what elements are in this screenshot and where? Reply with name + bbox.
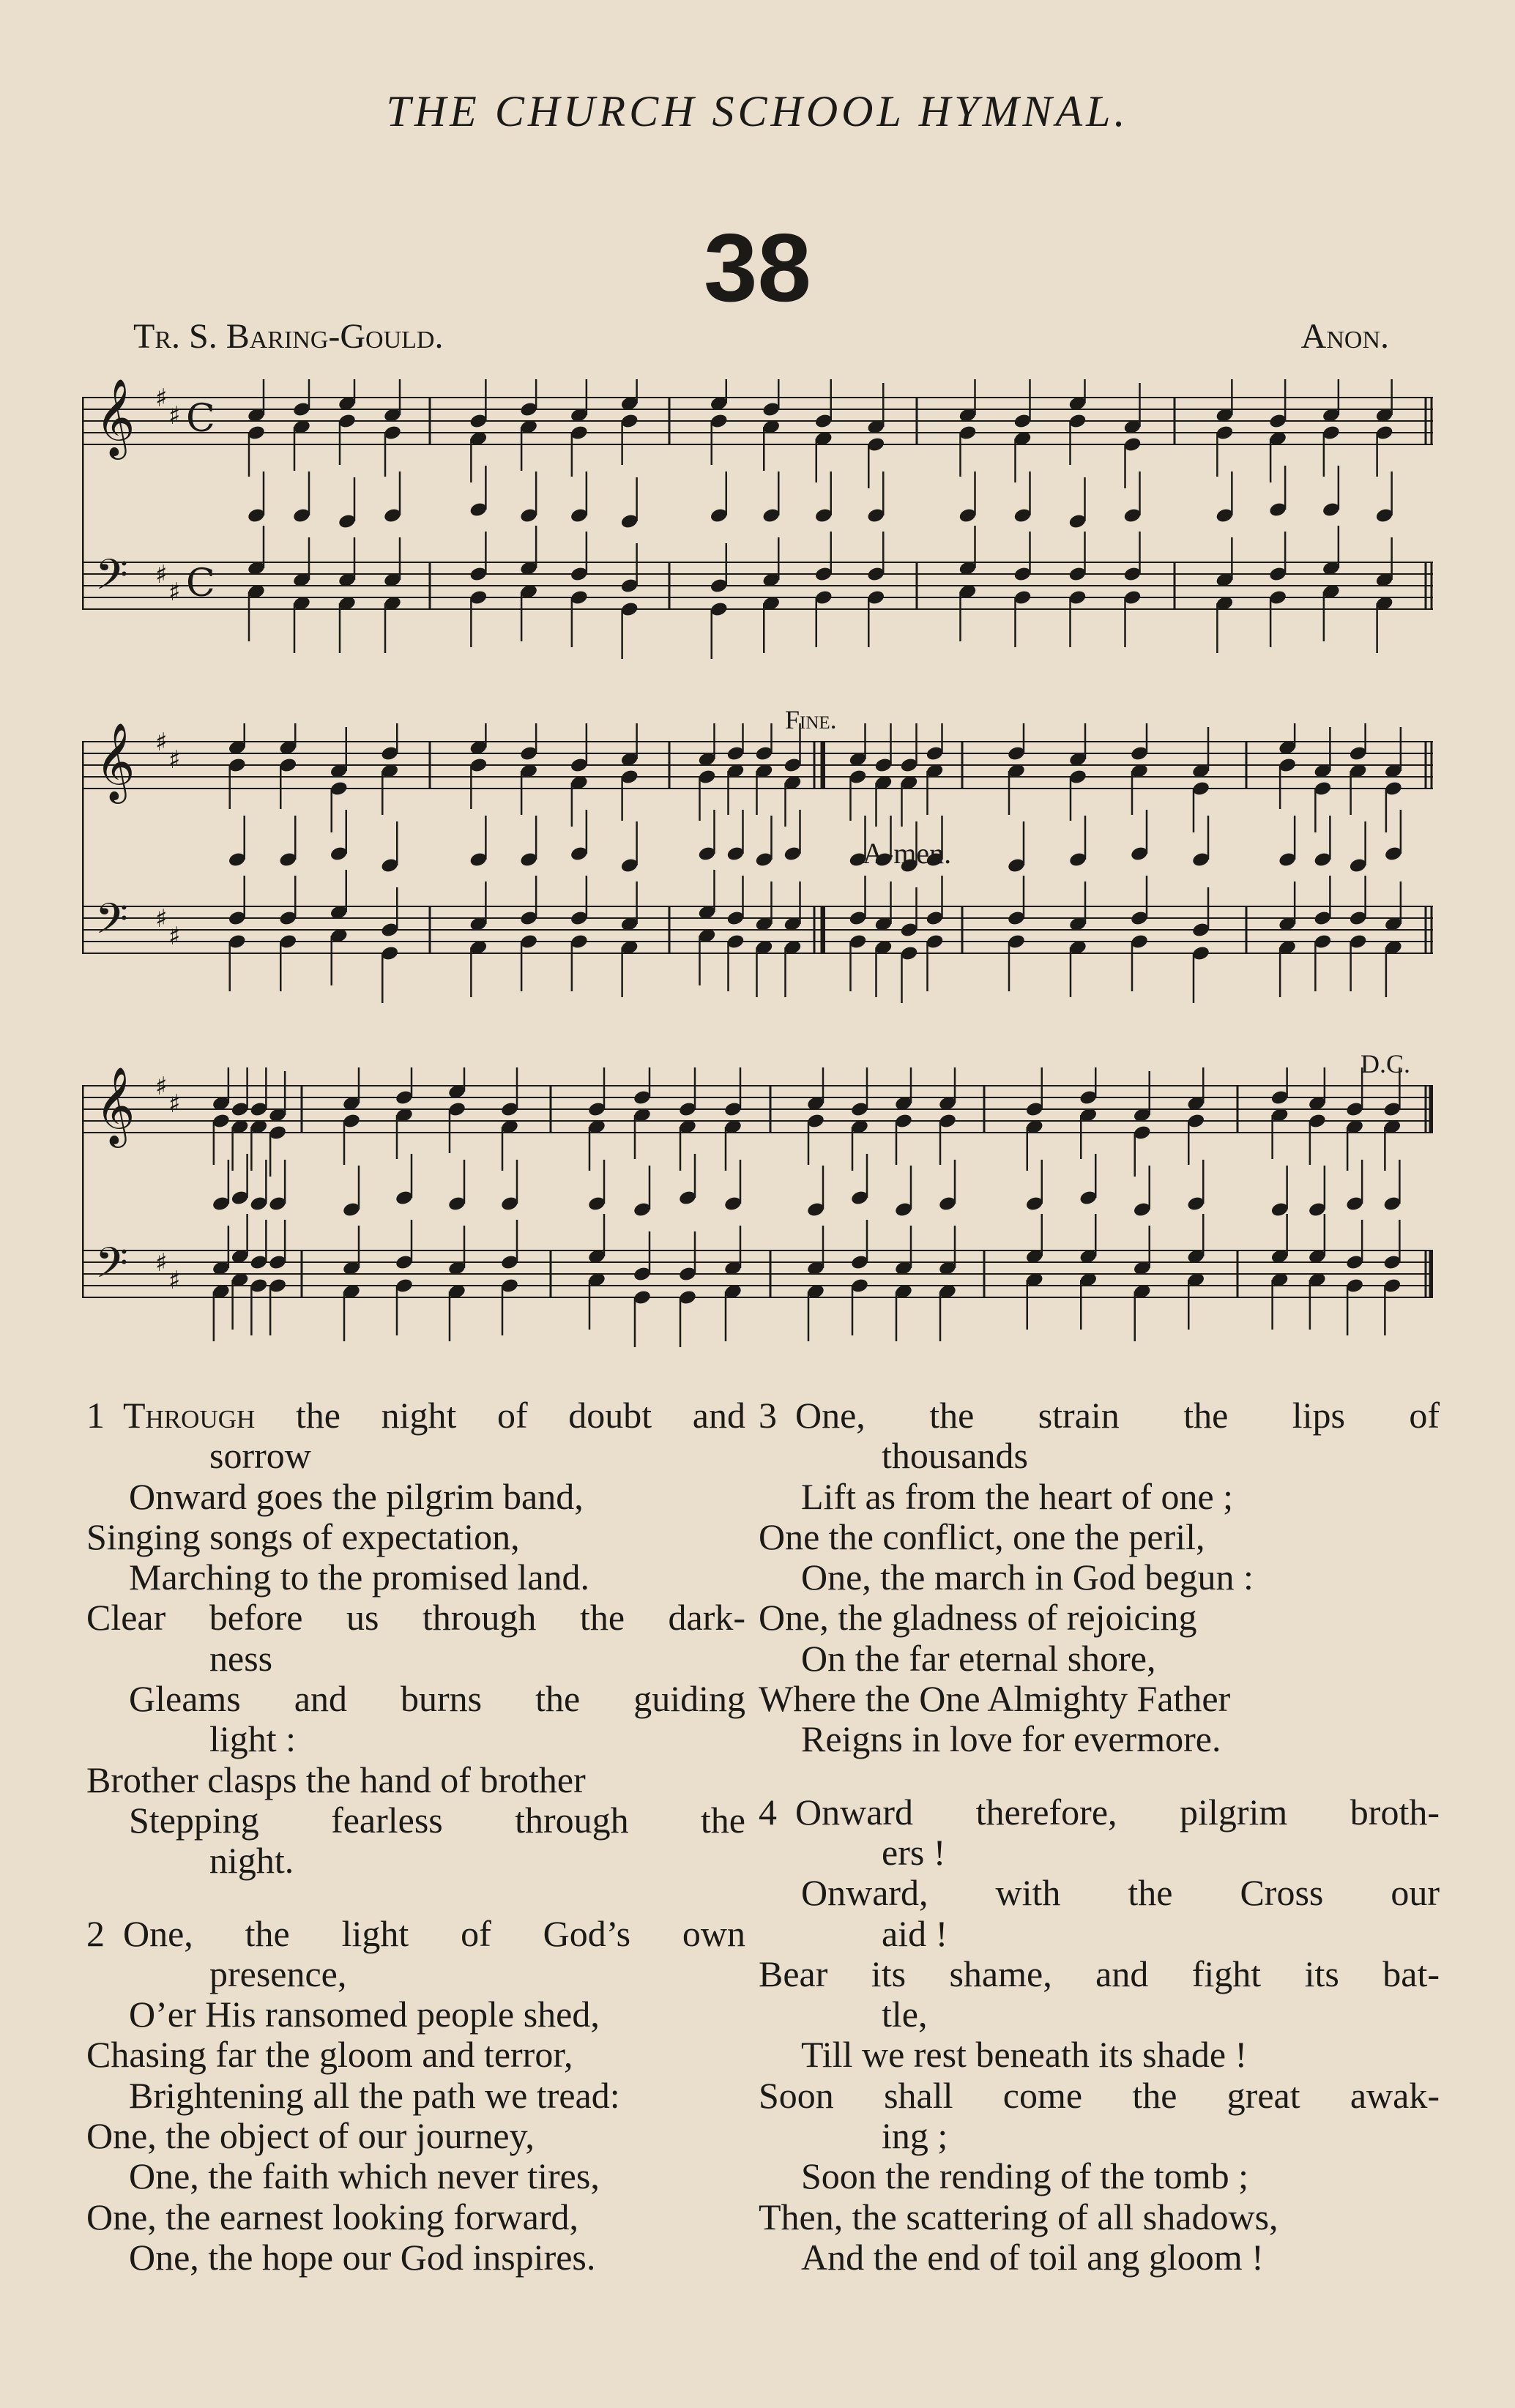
verse-line: Brightening all the path we tread: xyxy=(129,2074,620,2116)
music-system-2 xyxy=(82,723,1433,1016)
svg-text:♯: ♯ xyxy=(168,1089,181,1119)
verse-line: ness xyxy=(209,1637,273,1679)
verse-line: And the end of toil ang gloom ! xyxy=(801,2236,1264,2278)
verse-lead-word: Through xyxy=(123,1395,256,1436)
verse-line: Lift as from the heart of one ; xyxy=(801,1475,1234,1517)
svg-text:♯: ♯ xyxy=(168,578,181,607)
amen-label: A-men. xyxy=(863,837,952,870)
verse-line: light : xyxy=(209,1718,297,1760)
verse-line: Singing songs of expectation, xyxy=(86,1516,520,1557)
verse-line: Onward goes the pilgrim band, xyxy=(129,1475,584,1517)
score-drawing xyxy=(82,379,1433,659)
verse-line: One, the earnest looking forward, xyxy=(86,2196,578,2237)
fine-mark: Fine. xyxy=(785,705,837,734)
verse-line: Reigns in love for evermore. xyxy=(801,1718,1221,1760)
svg-text:𝄢: 𝄢 xyxy=(95,1238,129,1298)
score-system-1 xyxy=(82,379,1433,672)
verse-1 xyxy=(86,1395,745,1882)
verses-left-column xyxy=(86,1395,745,2278)
verse-line: Gleams and burns the guiding xyxy=(129,1678,745,1720)
svg-text:𝄞: 𝄞 xyxy=(95,379,135,456)
verse-line: night. xyxy=(209,1840,294,1882)
verse-number: 1 xyxy=(86,1395,105,1436)
svg-text:♯: ♯ xyxy=(168,401,181,430)
verse-line-text: Onward therefore, pilgrim broth- xyxy=(795,1791,1440,1833)
music-credit: Anon. xyxy=(1300,317,1389,356)
hymn-number: 38 xyxy=(704,214,811,321)
verse-2 xyxy=(86,1914,745,2278)
verse-line xyxy=(86,1395,745,1436)
verse-gap xyxy=(759,1760,1440,1792)
svg-text:C: C xyxy=(186,397,215,441)
verse-line: thousands xyxy=(882,1435,1028,1477)
svg-text:♯: ♯ xyxy=(155,1248,168,1278)
verse-line: Then, the scattering of all shadows, xyxy=(759,2196,1278,2237)
verse-line xyxy=(86,1914,745,1954)
svg-text:♯: ♯ xyxy=(155,904,168,933)
words-credit: Tr. S. Baring-Gould. xyxy=(133,317,444,356)
verse-number: 4 xyxy=(759,1791,777,1833)
verse-line: Marching to the promised land. xyxy=(129,1557,590,1598)
verse-line: Onward, with the Cross our xyxy=(801,1872,1440,1914)
verse-gap xyxy=(86,1882,745,1914)
svg-text:♯: ♯ xyxy=(168,922,181,951)
svg-text:♯: ♯ xyxy=(168,1266,181,1295)
verse-line: tle, xyxy=(882,1994,928,2035)
verse-line: Stepping fearless through the xyxy=(129,1799,745,1841)
verse-line: aid ! xyxy=(882,1912,948,1954)
score-system-3 xyxy=(82,1067,1433,1360)
svg-text:𝄢: 𝄢 xyxy=(95,550,129,610)
verse-number: 3 xyxy=(759,1395,777,1436)
verse-line xyxy=(759,1792,1440,1833)
svg-text:♯: ♯ xyxy=(155,560,168,589)
score-system-2 xyxy=(82,723,1433,1016)
verse-line: O’er His ransomed people shed, xyxy=(129,1994,600,2035)
verse-line: One, the faith which never tires, xyxy=(129,2155,600,2197)
music-system-1 xyxy=(82,379,1433,672)
dc-mark: D.C. xyxy=(1360,1049,1411,1078)
svg-text:𝄢: 𝄢 xyxy=(95,894,129,954)
svg-text:𝄞: 𝄞 xyxy=(95,1067,135,1144)
verses-right-column xyxy=(759,1395,1440,2278)
verse-line: One, the hope our God inspires. xyxy=(129,2236,596,2278)
verse-line: Bear its shame, and fight its bat- xyxy=(759,1953,1440,1994)
svg-text:♯: ♯ xyxy=(168,745,181,775)
verse-3 xyxy=(759,1395,1440,1760)
verse-line: One, the object of our journey, xyxy=(86,2115,535,2157)
verse-4 xyxy=(759,1792,1440,2278)
svg-text:C: C xyxy=(186,562,215,605)
verse-line: On the far eternal shore, xyxy=(801,1637,1156,1679)
verse-line: Soon the rending of the tomb ; xyxy=(801,2155,1249,2197)
verse-line: presence, xyxy=(209,1953,347,1994)
verse-line: One, the march in God begun : xyxy=(801,1557,1254,1598)
svg-text:♯: ♯ xyxy=(155,384,168,413)
verse-line: ing ; xyxy=(882,2115,948,2157)
svg-text:♯: ♯ xyxy=(155,728,168,757)
verse-line: One, the gladness of rejoicing xyxy=(759,1597,1197,1639)
running-head: THE CHURCH SCHOOL HYMNAL. xyxy=(386,87,1129,135)
verse-line: Where the One Almighty Father xyxy=(759,1678,1231,1720)
svg-text:𝄞: 𝄞 xyxy=(95,723,135,800)
verse-line: Brother clasps the hand of brother xyxy=(86,1759,586,1800)
verse-line-text: One, the strain the lips of xyxy=(795,1395,1440,1436)
music-system-3 xyxy=(82,1067,1433,1360)
verse-line: Clear before us through the dark- xyxy=(86,1597,745,1639)
verse-line: Soon shall come the great awak- xyxy=(759,2074,1440,2116)
verse-line: ers ! xyxy=(882,1831,946,1873)
score-drawing xyxy=(82,723,1433,1003)
verse-line-text: One, the light of God’s own xyxy=(123,1912,745,1954)
verse-number: 2 xyxy=(86,1912,105,1954)
score-drawing xyxy=(82,1067,1433,1347)
svg-text:♯: ♯ xyxy=(155,1072,168,1101)
verse-line: sorrow xyxy=(209,1435,311,1477)
verse-line: Chasing far the gloom and terror, xyxy=(86,2034,573,2076)
verse-line xyxy=(759,1395,1440,1436)
verse-line: One the conflict, one the peril, xyxy=(759,1516,1205,1557)
verse-line-text: the night of doubt and xyxy=(255,1395,745,1436)
verse-line: Till we rest beneath its shade ! xyxy=(801,2034,1248,2076)
